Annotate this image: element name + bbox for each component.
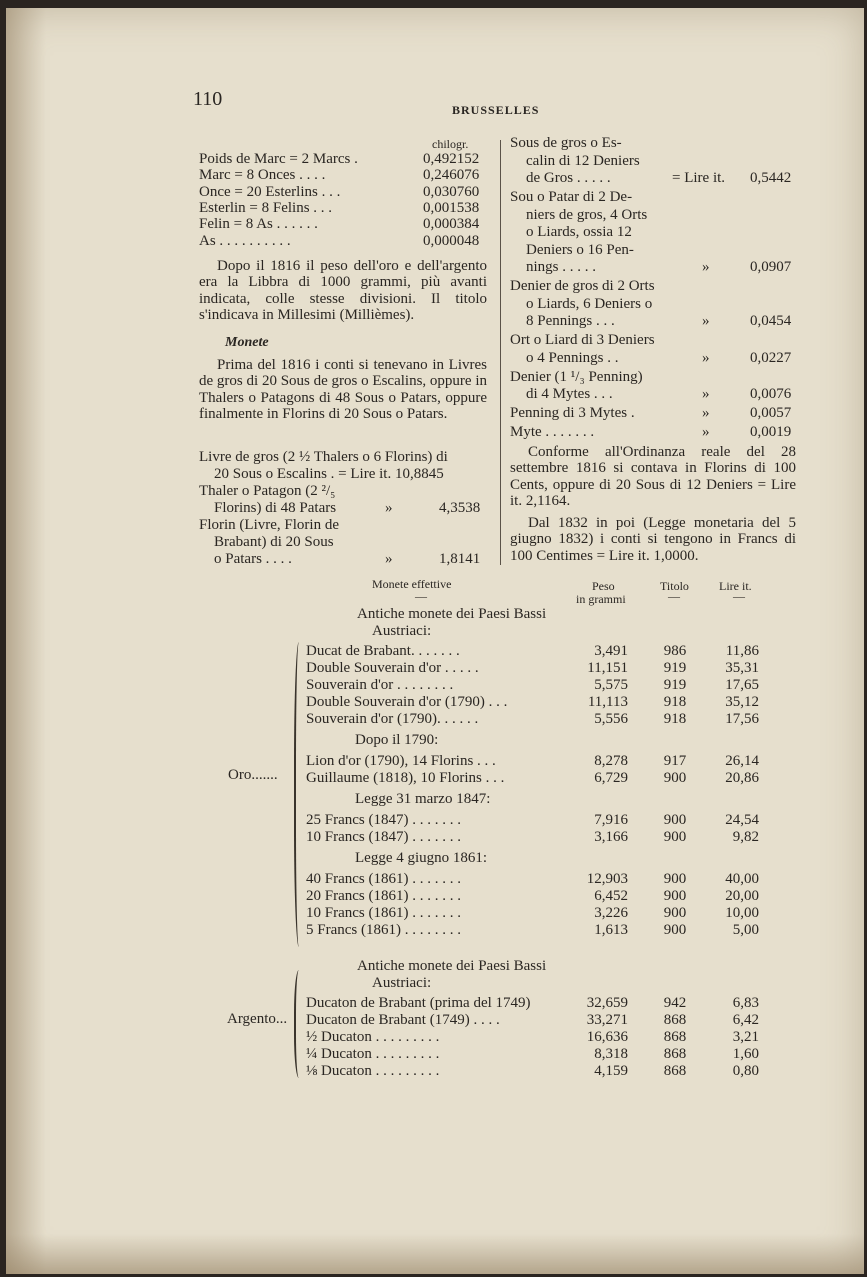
paragraph: Dal 1832 in poi (Legge monetaria del 5 giugno 1832) i conti si tengono in Francs di 100 Centimes = Lire it. 1,0000. bbox=[510, 515, 796, 564]
paragraph: Prima del 1816 i conti si tenevano in Livres de gros di 20 Sous de gros o Escalins, oppure in Thalers o Patagons di 48 Sous o Patars, oppure finalmente in Florins di 20 Sous o Patars. bbox=[199, 357, 487, 422]
coin-line: o 4 Pennings . . bbox=[526, 349, 619, 366]
equiv-mark: » bbox=[702, 405, 710, 421]
coin-peso: 16,636 bbox=[586, 1029, 628, 1045]
coin-peso: 3,226 bbox=[594, 905, 628, 921]
table-subheading: Austriaci: bbox=[372, 623, 432, 639]
coin-lire: 24,54 bbox=[725, 812, 759, 828]
col-header-lire: Lire it. bbox=[719, 579, 752, 593]
coin-name: Ducaton de Brabant (prima del 1749) bbox=[306, 995, 531, 1011]
coin-lire: 20,00 bbox=[725, 888, 759, 904]
paragraph: Dopo il 1816 il peso dell'oro e dell'argento era la Libbra di 1000 grammi, più avanti indicata, colle stesse divisioni. Il titolo s'indicava in Millesimi (Millièmes). bbox=[199, 258, 487, 323]
coin-titolo: 986 bbox=[663, 643, 687, 659]
section-heading: Monete bbox=[225, 335, 269, 350]
coin-lire: 40,00 bbox=[725, 871, 759, 887]
coin-titolo: 919 bbox=[663, 677, 687, 693]
coin-line: Sous de gros o Es- bbox=[510, 135, 622, 151]
coin-line: o Liards, ossia 12 bbox=[526, 224, 632, 240]
metal-label-oro: Oro....... bbox=[228, 767, 278, 783]
lire-value: 0,0454 bbox=[750, 313, 792, 329]
col-header-dash: — bbox=[668, 589, 680, 603]
table-subheading: Legge 31 marzo 1847: bbox=[355, 791, 491, 807]
coin-line: nings . . . . . bbox=[526, 259, 597, 275]
lire-value: 0,0907 bbox=[750, 259, 792, 275]
curly-brace bbox=[294, 642, 306, 947]
metal-label-argento: Argento... bbox=[227, 1011, 288, 1027]
coin-line: o Liards, 6 Deniers o bbox=[526, 295, 653, 312]
coin-peso: 5,556 bbox=[594, 711, 628, 727]
coin-titolo: 919 bbox=[663, 660, 687, 676]
coin-line: de Gros . . . . . bbox=[526, 170, 611, 186]
coin-titolo: 900 bbox=[663, 922, 687, 938]
coin-lire: 3,21 bbox=[732, 1029, 759, 1045]
coin-lire: 6,42 bbox=[732, 1012, 759, 1028]
coin-peso: 1,613 bbox=[594, 922, 628, 938]
coin-lire: 10,00 bbox=[725, 905, 759, 921]
coin-line: Denier (1 ¹/₃ Penning) bbox=[510, 368, 643, 385]
weight-label: Once = 20 Esterlins . . . bbox=[199, 183, 341, 200]
coin-name: 20 Francs (1861) . . . . . . . bbox=[306, 888, 461, 904]
coin-line: Thaler o Patagon (2 ²/₅ bbox=[199, 483, 336, 499]
column-divider bbox=[500, 140, 501, 565]
coin-name: ⅛ Ducaton . . . . . . . . . bbox=[306, 1063, 440, 1079]
equiv-mark: » bbox=[702, 313, 710, 329]
coin-titolo: 900 bbox=[663, 812, 687, 828]
page-number: 110 bbox=[193, 88, 223, 110]
coin-peso: 3,166 bbox=[594, 829, 628, 845]
coin-lire: 9,82 bbox=[732, 829, 759, 845]
coin-name: Souverain d'or . . . . . . . . bbox=[306, 677, 454, 693]
coin-name: Ducaton de Brabant (1749) . . . . bbox=[306, 1012, 500, 1028]
equiv-mark: » bbox=[385, 551, 393, 567]
coin-peso: 6,729 bbox=[594, 770, 628, 786]
running-head: BRUSSELLES bbox=[452, 103, 540, 117]
coin-name: Guillaume (1818), 10 Florins . . . bbox=[306, 770, 505, 786]
coin-lire: 11,86 bbox=[725, 643, 759, 659]
equiv-mark: = Lire it. bbox=[672, 170, 726, 186]
col-header-dash: — bbox=[733, 589, 745, 603]
coin-peso: 3,491 bbox=[594, 643, 628, 659]
coin-peso: 12,903 bbox=[586, 871, 628, 887]
col-header-peso: Peso bbox=[592, 579, 615, 593]
coin-lire: 35,31 bbox=[725, 660, 759, 676]
weight-label: As . . . . . . . . . . bbox=[199, 232, 291, 249]
coin-peso: 4,159 bbox=[594, 1063, 628, 1079]
coin-lire: 6,83 bbox=[732, 995, 759, 1011]
coin-lire: 1,60 bbox=[732, 1046, 759, 1062]
lire-value: 0,0057 bbox=[750, 405, 792, 421]
col-header-titolo: Titolo bbox=[660, 579, 689, 593]
col-header-peso-sub: in grammi bbox=[576, 592, 626, 606]
coin-line: Ort o Liard di 3 Deniers bbox=[510, 332, 655, 348]
weight-label: Marc = 8 Onces . . . . bbox=[199, 167, 326, 184]
weight-value: 0,001538 bbox=[423, 199, 480, 216]
weight-label: Felin = 8 As . . . . . . bbox=[199, 216, 318, 233]
coin-titolo: 868 bbox=[663, 1029, 687, 1045]
coin-peso: 11,151 bbox=[587, 660, 628, 676]
lire-value: 1,8141 bbox=[439, 551, 481, 567]
coin-line: calin di 12 Deniers bbox=[526, 152, 640, 169]
coin-peso: 8,278 bbox=[594, 753, 628, 769]
coin-name: Souverain d'or (1790). . . . . . bbox=[306, 711, 479, 727]
coin-titolo: 917 bbox=[663, 753, 687, 769]
coin-name: 10 Francs (1847) . . . . . . . bbox=[306, 829, 461, 845]
coin-lire: 26,14 bbox=[725, 753, 759, 769]
coin-lire: 20,86 bbox=[725, 770, 759, 786]
coin-name: 40 Francs (1861) . . . . . . . bbox=[306, 871, 461, 887]
coin-line: 8 Pennings . . . bbox=[526, 313, 615, 329]
coin-lire: 0,80 bbox=[732, 1063, 759, 1079]
coin-peso: 11,113 bbox=[587, 694, 628, 710]
coin-titolo: 868 bbox=[663, 1046, 687, 1062]
weight-value: 0,000384 bbox=[423, 216, 480, 233]
coin-lire: 17,65 bbox=[725, 677, 759, 693]
coin-line: Deniers o 16 Pen- bbox=[526, 241, 634, 258]
coin-peso: 8,318 bbox=[594, 1046, 628, 1062]
page-edge-shadow bbox=[6, 8, 46, 1274]
coin-line: Florins) di 48 Patars bbox=[214, 500, 337, 516]
coin-name: Double Souverain d'or . . . . . bbox=[306, 660, 479, 676]
coin-line: di 4 Mytes . . . bbox=[526, 386, 613, 402]
coin-titolo: 900 bbox=[663, 829, 687, 845]
weight-value: 0,492152 bbox=[423, 151, 480, 167]
coin-line: Penning di 3 Mytes . bbox=[510, 405, 635, 421]
coin-titolo: 918 bbox=[663, 711, 687, 727]
coin-name: Ducat de Brabant. . . . . . . bbox=[306, 643, 460, 659]
table-subheading: Dopo il 1790: bbox=[355, 732, 439, 748]
equiv-mark: » bbox=[702, 349, 710, 366]
table-subheading: Antiche monete dei Paesi Bassi bbox=[357, 606, 547, 622]
coin-titolo: 918 bbox=[663, 694, 687, 710]
table-subheading: Austriaci: bbox=[372, 975, 432, 991]
unit-header: chilogr. bbox=[432, 137, 469, 151]
coin-name: 10 Francs (1861) . . . . . . . bbox=[306, 905, 461, 921]
equiv-mark: » bbox=[702, 424, 710, 440]
coin-titolo: 900 bbox=[663, 888, 687, 904]
coin-lire: 5,00 bbox=[732, 922, 759, 938]
coin-titolo: 942 bbox=[663, 995, 687, 1011]
table-subheading: Antiche monete dei Paesi Bassi bbox=[357, 958, 547, 974]
coin-lire: 17,56 bbox=[725, 711, 759, 727]
coin-titolo: 900 bbox=[663, 871, 687, 887]
lire-value: 0,0019 bbox=[750, 424, 792, 440]
col-header-name: Monete effettive bbox=[372, 577, 452, 591]
coin-peso: 32,659 bbox=[586, 995, 628, 1011]
coin-name: 5 Francs (1861) . . . . . . . . bbox=[306, 922, 461, 938]
lire-value: 0,5442 bbox=[750, 170, 792, 186]
coin-peso: 33,271 bbox=[586, 1012, 628, 1028]
coin-titolo: 900 bbox=[663, 905, 687, 921]
coin-line: Livre de gros (2 ½ Thalers o 6 Florins) di bbox=[199, 449, 448, 465]
coin-line: Brabant) di 20 Sous bbox=[214, 534, 334, 550]
coin-name: Double Souverain d'or (1790) . . . bbox=[306, 694, 508, 710]
lire-value: 0,0076 bbox=[750, 386, 792, 402]
weight-value: 0,246076 bbox=[423, 167, 480, 184]
coin-lire: 35,12 bbox=[725, 694, 759, 710]
page-bottom-shadow bbox=[6, 1234, 864, 1274]
coin-name: ¼ Ducaton . . . . . . . . . bbox=[306, 1046, 440, 1062]
col-header-dash: — bbox=[415, 589, 427, 603]
coin-name: Lion d'or (1790), 14 Florins . . . bbox=[306, 753, 496, 769]
coin-name: ½ Ducaton . . . . . . . . . bbox=[306, 1029, 440, 1045]
coin-titolo: 900 bbox=[663, 770, 687, 786]
lire-value: 0,0227 bbox=[750, 349, 792, 366]
equiv-mark: » bbox=[385, 500, 393, 516]
table-subheading: Legge 4 giugno 1861: bbox=[355, 850, 488, 866]
weight-value: 0,030760 bbox=[423, 183, 480, 200]
coin-peso: 5,575 bbox=[594, 677, 628, 693]
equiv-mark: » bbox=[702, 386, 710, 402]
equiv-mark: » bbox=[702, 259, 710, 275]
coin-line: Florin (Livre, Florin de bbox=[199, 517, 339, 533]
coin-titolo: 868 bbox=[663, 1063, 687, 1079]
coin-line: Myte . . . . . . . bbox=[510, 424, 595, 440]
coin-peso: 6,452 bbox=[594, 888, 628, 904]
weight-value: 0,000048 bbox=[423, 232, 480, 249]
paragraph: Conforme all'Ordinanza reale del 28 settembre 1816 si contava in Florins di 100 Cents, oppure di 20 Sous di 12 Deniers = Lire it. 2,1164. bbox=[510, 444, 796, 509]
coin-line: niers de gros, 4 Orts bbox=[526, 206, 648, 223]
coin-name: 25 Francs (1847) . . . . . . . bbox=[306, 812, 461, 828]
coin-line: 20 Sous o Escalins . = Lire it. 10,8845 bbox=[214, 466, 444, 482]
coin-titolo: 868 bbox=[663, 1012, 687, 1028]
coin-line: Sou o Patar di 2 De- bbox=[510, 189, 633, 205]
coin-line: o Patars . . . . bbox=[214, 551, 292, 567]
weight-label: Esterlin = 8 Felins . . . bbox=[199, 199, 333, 216]
weight-label: Poids de Marc = 2 Marcs . bbox=[199, 151, 358, 167]
lire-value: 4,3538 bbox=[439, 500, 481, 516]
coin-line: Denier de gros di 2 Orts bbox=[510, 278, 655, 294]
curly-brace bbox=[294, 970, 306, 1078]
coin-peso: 7,916 bbox=[594, 812, 628, 828]
